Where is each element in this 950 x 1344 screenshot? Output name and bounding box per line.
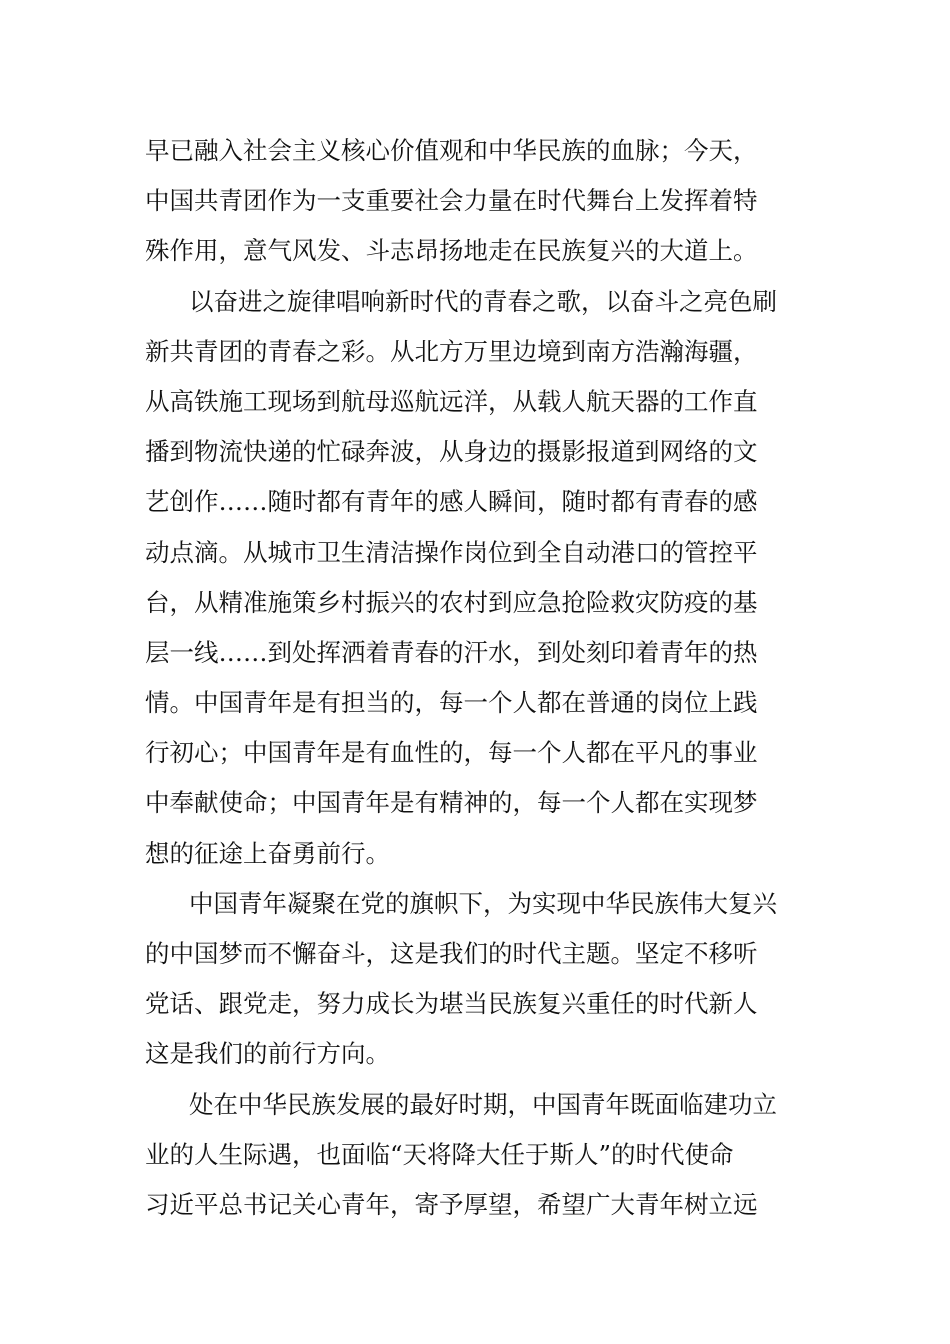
text-line: 台，从精准施策乡村振兴的农村到应急抢险救灾防疫的基	[145, 587, 758, 617]
text-line: 习近平总书记关心青年，寄予厚望，希望广大青年树立远	[145, 1189, 758, 1219]
text-line: 行初心；中国青年是有血性的，每一个人都在平凡的事业	[145, 738, 758, 768]
text-line: 情。中国青年是有担当的，每一个人都在普通的岗位上践	[145, 688, 758, 718]
document-body	[145, 126, 815, 1230]
text-line: 这是我们的前行方向。	[145, 1039, 390, 1069]
text-line: 艺创作……随时都有青年的感人瞬间，随时都有青春的感	[145, 487, 758, 517]
text-line: 以奋进之旋律唱响新时代的青春之歌，以奋斗之亮色刷	[189, 286, 777, 316]
text-line: 殊作用，意气风发、斗志昂扬地走在民族复兴的大道上。	[145, 236, 758, 266]
text-line: 动点滴。从城市卫生清洁操作岗位到全自动港口的管控平	[145, 537, 758, 567]
text-line: 从高铁施工现场到航母巡航远洋，从载人航天器的工作直	[145, 386, 758, 416]
text-line: 党话、跟党走，努力成长为堪当民族复兴重任的时代新人	[145, 989, 758, 1019]
text-line: 的中国梦而不懈奋斗，这是我们的时代主题。坚定不移听	[145, 939, 758, 968]
paragraph-2	[145, 277, 815, 879]
text-line: 中国青年凝聚在党的旗帜下，为实现中华民族伟大复兴	[189, 888, 777, 918]
paragraph-4	[145, 1080, 815, 1231]
text-line: 播到物流快递的忙碌奔波，从身边的摄影报道到网络的文	[145, 437, 758, 467]
text-line: 处在中华民族发展的最好时期，中国青年既面临建功立	[189, 1089, 777, 1119]
paragraph-1	[145, 126, 815, 277]
paragraph-3	[145, 879, 815, 1080]
text-line: 新共青团的青春之彩。从北方万里边境到南方浩瀚海疆，	[145, 336, 758, 366]
text-line: 中奉献使命；中国青年是有精神的，每一个人都在实现梦	[145, 788, 758, 818]
text-line: 中国共青团作为一支重要社会力量在时代舞台上发挥着特	[145, 186, 758, 216]
text-line: 早已融入社会主义核心价值观和中华民族的血脉；今天，	[145, 136, 758, 165]
text-line: 想的征途上奋勇前行。	[145, 838, 390, 868]
text-line: 业的人生际遇，也面临“天将降大任于斯人”的时代使命	[145, 1139, 734, 1169]
text-line: 层一线……到处挥洒着青春的汗水，到处刻印着青年的热	[145, 637, 758, 667]
